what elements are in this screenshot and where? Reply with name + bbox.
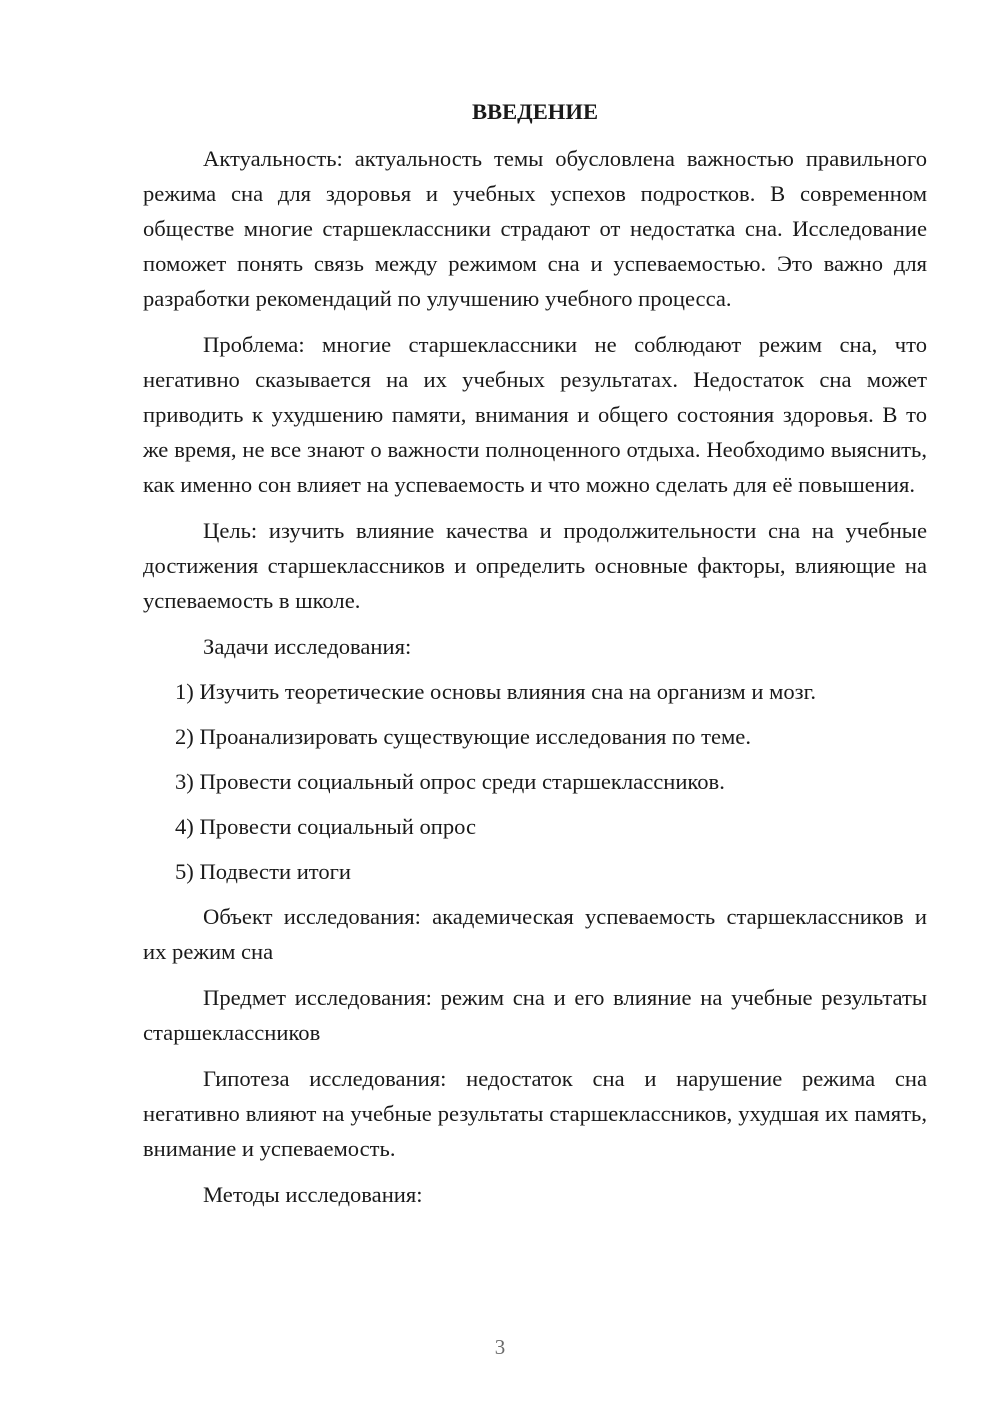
hypothesis-paragraph: Гипотеза исследования: недостаток сна и нарушение режима сна негативно влияют на учебные результаты старшеклассников, ухудшая их память, внимание и успеваемость. bbox=[143, 1066, 927, 1161]
list-item: 2) Проанализировать существующие исследования по теме. bbox=[175, 724, 751, 749]
list-item: 1) Изучить теоретические основы влияния сна на организм и мозг. bbox=[175, 679, 816, 704]
subject-paragraph: Предмет исследования: режим сна и его влияние на учебные результаты старшеклассников bbox=[143, 985, 927, 1045]
object-paragraph: Объект исследования: академическая успеваемость старшеклассников и их режим сна bbox=[143, 904, 927, 964]
goal-paragraph: Цель: изучить влияние качества и продолжительности сна на учебные достижения старшеклассников и определить основные факторы, влияющие на успеваемость в школе. bbox=[143, 518, 927, 613]
tasks-heading: Задачи исследования: bbox=[203, 634, 412, 659]
relevance-paragraph: Актуальность: актуальность темы обусловлена важностью правильного режима сна для здоровья и учебных успехов подростков. В современном обществе многие старшеклассники страдают от недостатка сна. Исследование поможет понять связь между режимом сна и успеваемостью. Это важно для разработки рекомендаций по улучшению учебного процесса. bbox=[143, 146, 927, 311]
list-item: 3) Провести социальный опрос среди старшеклассников. bbox=[175, 769, 725, 794]
list-item: 5) Подвести итоги bbox=[175, 859, 352, 884]
tasks-list bbox=[143, 674, 927, 889]
problem-paragraph: Проблема: многие старшеклассники не соблюдают режим сна, что негативно сказывается на их учебных результатах. Недостаток сна может приводить к ухудшению памяти, внимания и общего состояния здоровья. В то же время, не все знают о важности полноценного отдыха. Необходимо выяснить, как именно сон влияет на успеваемость и что можно сделать для её повышения. bbox=[143, 332, 927, 497]
list-item: 4) Провести социальный опрос bbox=[175, 814, 477, 839]
methods-heading: Методы исследования: bbox=[203, 1182, 423, 1207]
page-number: 3 bbox=[494, 1335, 506, 1359]
page-content bbox=[143, 94, 927, 1222]
page-title: ВВЕДЕНИЕ bbox=[471, 99, 599, 124]
